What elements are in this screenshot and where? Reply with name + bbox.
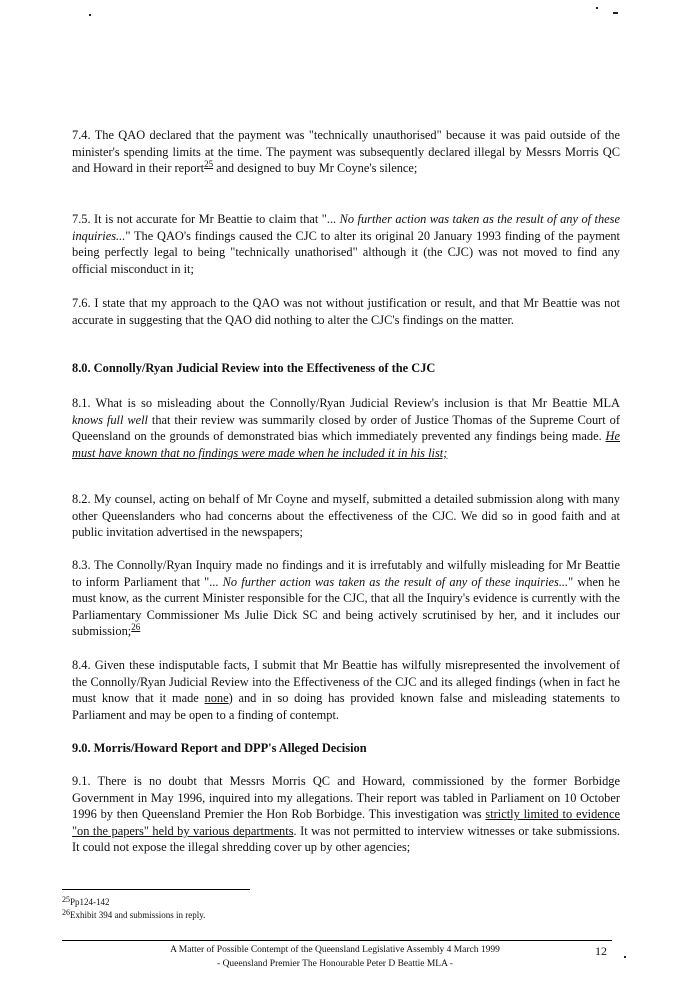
footnote-text: Exhibit 394 and submissions in reply. — [70, 910, 206, 920]
text-run: 8.4. Given these indisputable facts, I submit that Mr Beattie has wilfully misrepresented the involvement of the Connolly/Ryan Judicial Review into the Effectiveness of the CJC and its alleged findings (when in fact he must know that it made — [72, 658, 620, 706]
paragraph-8-2 — [72, 491, 620, 541]
paragraph-8-3 — [72, 557, 620, 640]
footnote-number: 25 — [62, 895, 70, 904]
footnote-number: 26 — [62, 908, 70, 917]
text-run: 8.1. What is so misleading about the Connolly/Ryan Judicial Review's inclusion is that Mr Beattie MLA — [72, 396, 620, 410]
footnote-25 — [62, 897, 110, 908]
text-run: " when he must know, as the current Minister responsible for the CJC, that all the Inquiry's evidence is currently with the Parliamentary Commissioner Ms Julie Dick SC and being actively scrutinised by her, and it includes our submission; — [72, 574, 621, 639]
text-run: No further action was taken as the result of any of these inquiries... — [72, 212, 620, 243]
paragraph-7-6 — [72, 295, 620, 328]
text-run: 7.5. It is not accurate for Mr Beattie to claim that "... — [72, 212, 340, 226]
text-run: No further action was taken as the result of any of these inquiries... — [222, 574, 569, 589]
scan-speck — [624, 956, 626, 958]
footnote-divider — [62, 889, 250, 890]
text-run: 8.2. My counsel, acting on behalf of Mr Coyne and myself, submitted a detailed submission along with many other Queenslanders who had concerns about the effectiveness of the CJC. We did so in good faith and at public invitation advertised in the newspapers; — [72, 492, 620, 540]
text-run: . It was not permitted to interview witnesses or take submissions. It could not expose the illegal shredding cover up by other agencies; — [72, 823, 620, 855]
text-run: strictly limited to evidence "on the papers" held by various departments — [72, 807, 620, 838]
text-run: He must have known that no findings were made when he included it in his list; — [72, 429, 620, 460]
text-run: that their review was summarily closed by order of Justice Thomas of the Supreme Court of Queensland on the grounds of demonstrated bias which immediately prevented any findings being made. — [72, 412, 620, 444]
scan-speck — [596, 7, 598, 9]
text-run: 7.4. The QAO declared that the payment was "technically unauthorised" because it was paid outside of the minister's spending limits at the time. The payment was subsequently declared illegal by Messrs Morris QC and Howard in their report — [72, 128, 620, 176]
text-run: ) and in so doing has provided known false and misleading statements to Parliament and may be open to a finding of contempt. — [72, 691, 620, 722]
footnote-text: Pp124-142 — [70, 897, 110, 907]
footer-divider — [62, 940, 612, 941]
paragraph-7-5 — [72, 211, 620, 277]
paragraph-8-1 — [72, 395, 620, 461]
paragraph-7-4 — [72, 127, 620, 177]
text-run: 7.6. I state that my approach to the QAO was not without justification or result, and that Mr Beattie was not accurate in suggesting that the QAO did nothing to alter the CJC's findings on the matter. — [72, 296, 620, 327]
footnote-26 — [62, 910, 205, 921]
text-run: and designed to buy Mr Coyne's silence; — [213, 161, 418, 176]
scan-speck — [89, 14, 91, 16]
section-heading-8: 8.0. Connolly/Ryan Judicial Review into the Effectiveness of the CJC — [72, 361, 436, 375]
scan-speck — [613, 12, 618, 14]
text-run: 9.1. There is no doubt that Messrs Morris QC and Howard, commissioned by the former Borbidge Government in May 1996, inquired into my allegations. Their report was tabled in Parliament on 10 October 1996 by then Queensland Premier the Hon Rob Borbidge. This investigation was — [72, 774, 620, 822]
footer-line-1: A Matter of Possible Contempt of the Queensland Legislative Assembly 4 March 1999 — [170, 945, 500, 955]
paragraph-8-4 — [72, 657, 620, 723]
footnote-reference: 26 — [131, 622, 141, 633]
section-heading-9: 9.0. Morris/Howard Report and DPP's Alleged Decision — [72, 741, 367, 755]
text-run: 8.3. The Connolly/Ryan Inquiry made no findings and it is irrefutably and wilfully misleading for Mr Beattie to inform Parliament that "... — [72, 558, 620, 589]
paragraph-9-1 — [72, 773, 620, 856]
text-run: none — [204, 691, 229, 706]
text-run: " The QAO's findings caused the CJC to alter its original 20 January 1993 finding of the payment being perfectly legal to being "technically unathorised" although it (the CJC) was not moved to find any official misconduct in it; — [72, 228, 620, 276]
text-run: knows full well — [72, 412, 148, 427]
footer-line-2: - Queensland Premier The Honourable Peter D Beattie MLA - — [217, 959, 453, 969]
page-number: 12 — [595, 944, 607, 958]
footnote-reference: 25 — [204, 159, 214, 170]
